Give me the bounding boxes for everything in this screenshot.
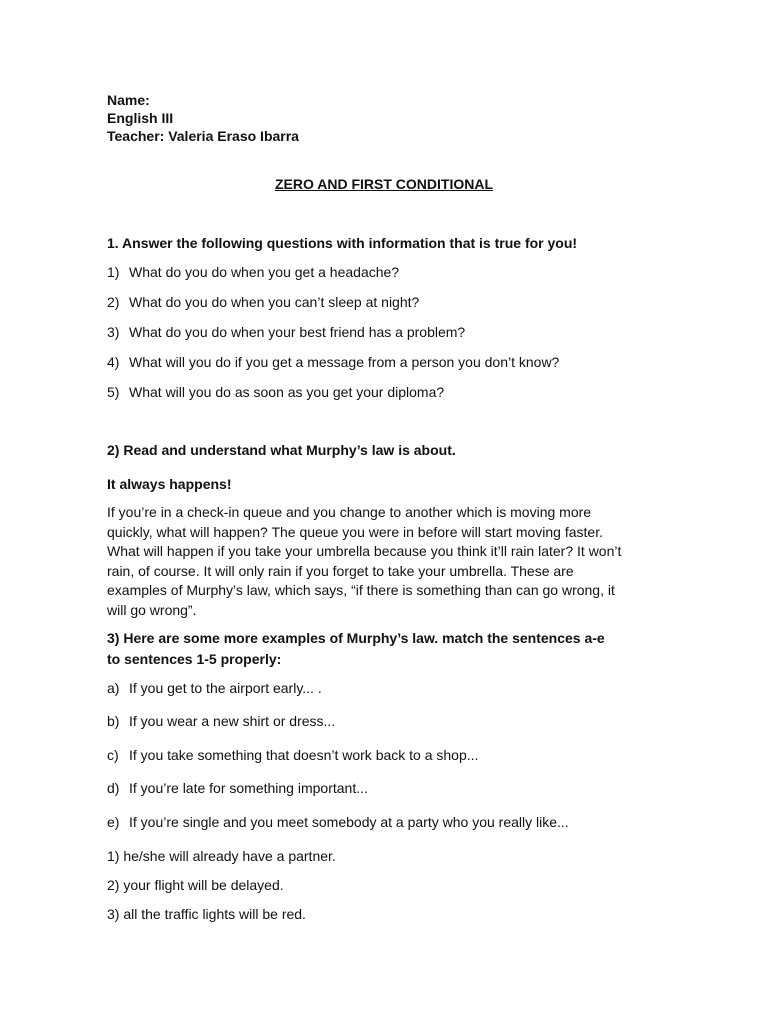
ending-item: 1) he/she will already have a partner. xyxy=(107,848,336,864)
paragraph-line: quickly, what will happen? The queue you were in before will start moving faster. xyxy=(107,523,603,540)
sentence-letter: d) xyxy=(107,780,120,796)
sentence-letter: a) xyxy=(107,680,120,696)
course-label: English III xyxy=(107,110,174,126)
paragraph-line: examples of Murphy’s law, which says, “if there is something than can go wrong, it xyxy=(107,582,615,598)
question-item xyxy=(107,384,444,400)
section3-heading-line2: to sentences 1-5 properly: xyxy=(107,651,282,667)
sentence-item xyxy=(107,747,478,763)
ending-item: 2) your flight will be delayed. xyxy=(107,877,284,893)
question-item xyxy=(107,324,465,340)
sentence-item xyxy=(107,713,335,729)
question-item xyxy=(107,294,419,310)
paragraph-line: will go wrong”. xyxy=(107,601,197,618)
sentence-text: If you take something that doesn’t work back to a shop... xyxy=(129,747,479,763)
section2-heading: 2) Read and understand what Murphy’s law is about. xyxy=(107,442,456,458)
question-item xyxy=(107,354,559,370)
question-text: What do you do when you get a headache? xyxy=(129,264,400,280)
section2-subheading: It always happens! xyxy=(107,476,232,492)
sentence-letter: c) xyxy=(107,747,119,763)
section1-heading: 1. Answer the following questions with information that is true for you! xyxy=(107,235,578,251)
sentence-item xyxy=(107,780,368,796)
question-text: What will you do as soon as you get your diploma? xyxy=(129,384,445,400)
question-number: 5) xyxy=(107,384,120,400)
question-number: 4) xyxy=(107,354,120,370)
sentence-letter: e) xyxy=(107,814,120,830)
sentence-text: If you get to the airport early... . xyxy=(129,680,322,696)
ending-item: 3) all the traffic lights will be red. xyxy=(107,906,306,922)
sentence-text: If you wear a new shirt or dress... xyxy=(129,713,336,729)
sentence-text: If you’re single and you meet somebody at a party who you really like... xyxy=(129,814,569,830)
paragraph-line: If you’re in a check-in queue and you change to another which is moving more xyxy=(107,504,592,520)
sentence-letter: b) xyxy=(107,713,120,729)
murphys-law-paragraph xyxy=(107,503,667,620)
name-label: Name: xyxy=(107,92,150,108)
sentence-item xyxy=(107,814,569,830)
question-item xyxy=(107,264,399,280)
question-number: 2) xyxy=(107,294,120,310)
sentence-item xyxy=(107,680,322,696)
question-text: What do you do when you can’t sleep at night? xyxy=(129,294,420,310)
question-text: What do you do when your best friend has a problem? xyxy=(129,324,466,340)
question-number: 3) xyxy=(107,324,120,340)
paragraph-line: What will happen if you take your umbrella because you think it’ll rain later? It won’t xyxy=(107,543,622,559)
question-number: 1) xyxy=(107,264,120,280)
worksheet-title: ZERO AND FIRST CONDITIONAL xyxy=(274,176,494,192)
section3-heading-line1: 3) Here are some more examples of Murphy’s law. match the sentences a-e xyxy=(107,630,605,646)
teacher-label: Teacher: Valeria Eraso Ibarra xyxy=(107,128,299,144)
question-text: What will you do if you get a message from a person you don’t know? xyxy=(129,354,560,370)
sentence-text: If you’re late for something important... xyxy=(129,780,368,796)
paragraph-line: rain, of course. It will only rain if you forget to take your umbrella. These are xyxy=(107,562,574,579)
